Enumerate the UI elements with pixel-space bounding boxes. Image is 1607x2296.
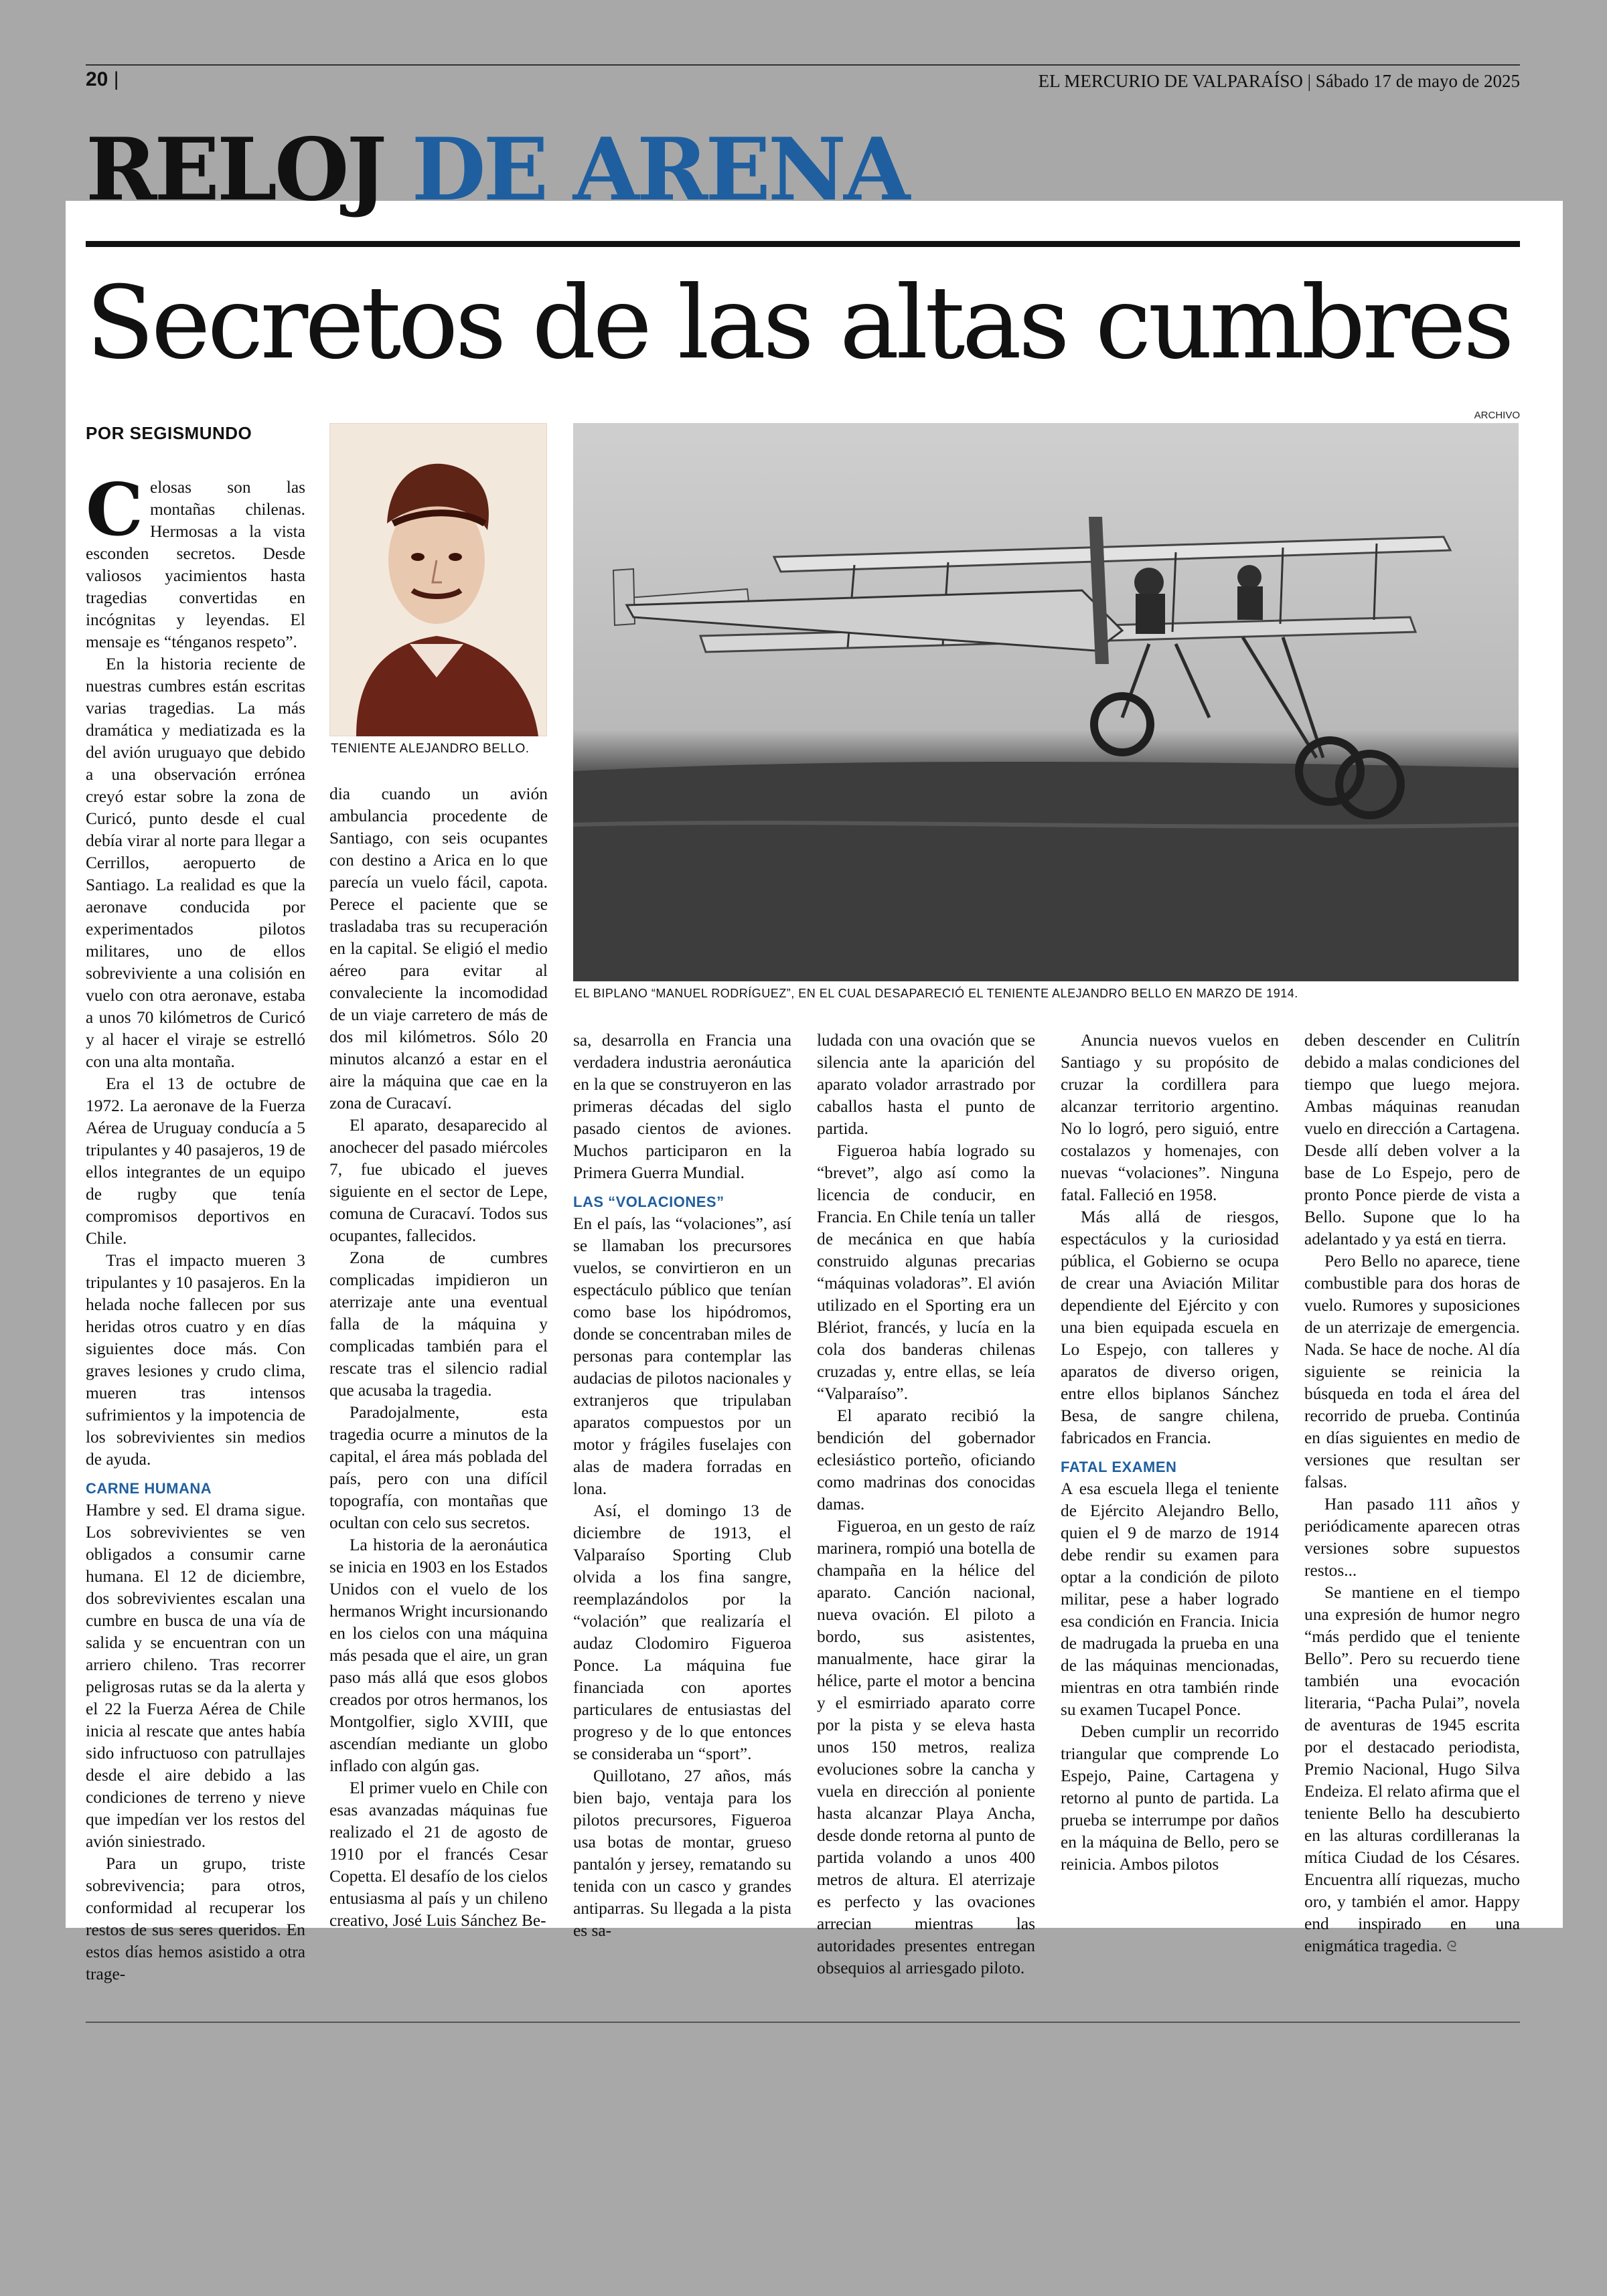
article-paragraph: sa, desarrolla en Francia una verdadera industria aeronáutica en la que se construyeron en las primeras décadas del siglo pasado cientos de aviones. Muchos participaron en la Primera Guerra Mundial. — [573, 1031, 791, 1182]
article-paragraph: Hambre y sed. El drama sigue. Los sobrevivientes se ven obligados a consumir carne humana. El 12 de diciembre, dos sobrevivientes escalan una cumbre en busca de una vía de salida y se encuentran con un arriero chileno. Tras recorrer peligrosas rutas se da la alerta y el 22 la Fuerza Aérea de Chile inicia al rescate que antes había sido infructuoso con patrullajes desde el aire debido a las condiciones de terreno y nieve que impedían ver los restos del avión siniestrado. — [86, 1501, 305, 1851]
subheading-carne-humana: CARNE HUMANA — [86, 1480, 212, 1497]
article-paragraph: Han pasado 111 años y periódicamente aparecen otras versiones sobre supuestos restos... — [1304, 1495, 1520, 1580]
publication-info: EL MERCURIO DE VALPARAÍSO | Sábado 17 de mayo de 2025 — [1038, 71, 1520, 91]
article-paragraph: A esa escuela llega el teniente de Ejército Alejandro Bello, quien el 9 de marzo de 1914 debe rendir su examen para optar a la condición de piloto militar, pese a haber logrado esa condición en Francia. Inicia de madrugada la prueba en una de las máquinas mencionadas, mientras en otra también rinde su examen Tucapel Ponce. — [1061, 1479, 1279, 1719]
article-paragraph: Celosas son las montañas chilenas. Hermosas a la vista esconden secretos. Desde valiosos yacimientos hasta tragedias convertidas en incógnitas y leyendas. El mensaje es “ténganos respeto”. — [86, 468, 305, 651]
article-paragraph: En el país, las “volaciones”, así se llamaban los precursores vuelos, se convirtieron en un espectáculo público que tenían como base los hipódromos, donde se concentraban miles de personas para contemplar las audacias de pilotos nacionales y extranjeros que tripulaban aparatos compuestos por un motor y frágiles fuselajes con alas de madera forradas en lona. — [573, 1214, 791, 1498]
article-column-3 — [573, 1030, 791, 1942]
photo-caption: EL BIPLANO “MANUEL RODRÍGUEZ”, EN EL CUAL DESAPARECIÓ EL TENIENTE ALEJANDRO BELLO EN MARZO DE 1914. — [575, 987, 1298, 1000]
subheading-fatal-examen: FATAL EXAMEN — [1061, 1459, 1177, 1475]
article-paragraph: El aparato, desaparecido al anochecer del pasado miércoles 7, fue ubicado el jueves siguiente en el sector de Lepe, comuna de Curacaví. Todos sus ocupantes, fallecidos. — [329, 1116, 548, 1245]
article-paragraph: La historia de la aeronáutica se inicia en 1903 en los Estados Unidos con el vuelo de los hermanos Wright incursionando en los cielos con una máquina más pesada que el aire, un gran paso más allá que esos globos creados por otros hermanos, los Montgolfier, siglo XVIII, que ascendían mediante un globo inflado con algún gas. — [329, 1536, 548, 1775]
portrait-image — [329, 423, 547, 736]
article-paragraph: Pero Bello no aparece, tiene combustible para dos horas de vuelo. Rumores y suposiciones de un aterrizaje de emergencia. Nada. Se hace de noche. Al día siguiente se reinicia la búsqueda en toda el área del recorrido de prueba. Continúa en días siguientes en medio de versiones que resultan ser falsas. — [1304, 1252, 1520, 1491]
article-paragraph: Así, el domingo 13 de diciembre de 1913, el Valparaíso Sporting Club olvida a los fina sangre, reemplazándolos por la “volación” que realizaría el audaz Clodomiro Figueroa Ponce. La máquina fue financiada con aportes particulares de entusiastas del progreso y de lo que entonces se consideraba un “sport”. — [573, 1501, 791, 1763]
subheading-volaciones: LAS “VOLACIONES” — [573, 1194, 724, 1210]
article-paragraph: Zona de cumbres complicadas impidieron un aterrizaje ante una eventual falla de la máquina y complicadas también para el rescate tras el silencio radial que acusaba la tragedia. — [329, 1248, 548, 1400]
article-column-2 — [329, 783, 548, 1932]
article-paragraph: Paradojalmente, esta tragedia ocurre a minutos de la capital, el área más poblada del país, pero con una difícil topografía, con montañas que ocultan con celo sus secretos. — [329, 1403, 548, 1532]
article-paragraph: El primer vuelo en Chile con esas avanzadas máquinas fue realizado el 21 de agosto de 1910 por el francés Cesar Copetta. El desafío de los cielos entusiasma al país y un chileno creativo, José Luis Sánchez Be- — [329, 1779, 548, 1930]
portrait-caption: TENIENTE ALEJANDRO BELLO. — [331, 742, 530, 756]
article-paragraph: deben descender en Culitrín debido a malas condiciones del tiempo que luego mejora. Ambas máquinas reanudan vuelo en dirección a Cartagena. Desde allí deben volver a la base de Lo Espejo, pero de pronto Ponce pierde de vista a Bello. Supone que lo ha adelantado y ya está en tierra. — [1304, 1031, 1520, 1248]
article-paragraph: Era el 13 de octubre de 1972. La aeronave de la Fuerza Aérea de Uruguay conducía a 5 tripulantes y 40 pasajeros, 19 de ellos integrantes de un equipo de rugby que tenía compromisos deportivos en Chile. — [86, 1074, 305, 1248]
section-masthead — [86, 120, 908, 220]
photo-credit: ARCHIVO — [1474, 410, 1520, 421]
article-column-4 — [817, 1030, 1035, 1979]
top-rule — [86, 64, 1520, 66]
article-paragraph: Figueroa había logrado su “brevet”, algo así como la licencia de conducir, en Francia. En Chile tenía un taller de mecánica en que había construido algunas precarias “máquinas voladoras”. El avión utilizado en el Sporting era un Blériot, francés, y lucía en la cola dos banderas chilenas cruzadas y, entre ellas, se leía “Valparaíso”. — [817, 1141, 1035, 1403]
article-paragraph: dia cuando un avión ambulancia procedente de Santiago, con seis ocupantes con destino a Arica en lo que parecía un vuelo fácil, capota. Perece el paciente que se trasladaba tras su recuperación en la capital. Se eligió el medio aéreo para evitar al convaleciente la incomodidad de un viaje carretero de más de dos mil kilómetros. Sólo 20 minutos alcanzó a estar en el aire la máquina que cae en la zona de Curacaví. — [329, 785, 548, 1113]
article-headline: Secretos de las altas cumbres — [86, 265, 1511, 382]
article-paragraph: Anuncia nuevos vuelos en Santiago y su propósito de cruzar la cordillera para alcanzar territorio argentino. No lo logró, pero siguió, entre costalazos y homenajes, con nuevas “volaciones”. Ninguna fatal. Falleció en 1958. — [1061, 1031, 1279, 1204]
article-paragraph: Quillotano, 27 años, más bien bajo, ventaja para los pilotos precursores, Figueroa usa botas de montar, grueso pantalón y jersey, rematando su tenida con un casco y grandes antiparras. Su llegada a la pista es sa- — [573, 1767, 791, 1940]
end-mark-icon: ᘓ — [1446, 1939, 1457, 1955]
biplane-photo — [573, 423, 1519, 981]
article-paragraph: El aparato recibió la bendición del gobernador eclesiástico porteño, oficiando como madrinas dos conocidas damas. — [817, 1406, 1035, 1513]
article-paragraph: ludada con una ovación que se silencia ante la aparición del aparato volador arrastrado por caballos hasta el punto de partida. — [817, 1031, 1035, 1138]
article-column-5 — [1061, 1030, 1279, 1876]
bottom-rule — [86, 2022, 1520, 2023]
page-number: 20 | — [86, 68, 119, 90]
article-paragraph: Tras el impacto mueren 3 tripulantes y 10 pasajeros. En la helada noche fallecen por sus heridas otros cuatro y en días siguientes doce más. Con graves lesiones y crudo clima, mueren tras intensos sufrimientos y la impotencia de los sobrevivientes sin medios de ayuda. — [86, 1251, 305, 1469]
article-paragraph: Se mantiene en el tiempo una expresión de humor negro “más perdido que el teniente Bello”. Pero su recuerdo tiene también una evocación literaria, “Pacha Pulai”, novela de aventuras de 1945 escrita por el destacado periodista, Premio Nacional, Hugo Silva Endeiza. El relato afirma que el teniente Bello ha descubierto en las alturas cordilleranas la mítica Ciudad de los Césares. Encuentra allí riquezas, mucho oro, y también el amor. Happy end inspirado en una enigmática tragedia. ᘓ — [1304, 1583, 1520, 1955]
masthead-rule — [86, 241, 1520, 247]
article-paragraph: Figueroa, en un gesto de raíz marinera, rompió una botella de champaña en la hélice del aparato. Canción nacional, nueva ovación. El piloto a bordo, sus asistentes, manualmente, hace girar la hélice, parte el motor a bencina y el esmirriado aparato corre por la pista y se eleva hasta unos 150 metros, realiza evoluciones sobre la cancha y vuela en dirección al poniente hasta alcanzar Playa Ancha, desde donde retorna al punto de partida volando a unos 400 metros de altura. El aterrizaje es perfecto y las ovaciones arrecian mientras las autoridades presentes entregan obsequios al arriesgado piloto. — [817, 1517, 1035, 1977]
article-column-1 — [86, 468, 305, 1985]
article-paragraph: En la historia reciente de nuestras cumbres están escritas varias tragedias. La más dramática y mediatizada es la del avión uruguayo que debido a una observación errónea creyó estar sobre la zona de Curicó, punto desde el cual debía virar al norte para llegar a Cerrillos, aeropuerto de Santiago. La realidad es que la aeronave conducida por experimentados pilotos militares, uno de ellos sobreviviente a una colisión en vuelo con otra aeronave, estaba a unos 70 kilómetros de Curicó y al hacer el viraje se estrelló con una alta montaña. — [86, 655, 305, 1071]
masthead-word-de-arena: DE ARENA — [411, 120, 908, 220]
drop-cap: C — [86, 468, 143, 552]
article-paragraph: Más allá de riesgos, espectáculos y la curiosidad pública, el Gobierno se ocupa de crear una Aviación Militar dependiente del Ejército y con una bien equipada escuela en Lo Espejo, con talleres y aparatos de diverso origen, entre ellos biplanos Sánchez Besa, de sangre chilena, fabricados en Francia. — [1061, 1208, 1279, 1447]
article-column-6 — [1304, 1030, 1520, 1958]
article-paragraph: Para un grupo, triste sobrevivencia; para otros, conformidad al recuperar los restos de sus seres queridos. En estos días hemos asistido a otra trage- — [86, 1854, 305, 1983]
byline: POR SEGISMUNDO — [86, 423, 252, 443]
masthead-word-reloj: RELOJ — [86, 120, 384, 220]
article-paragraph: Deben cumplir un recorrido triangular que comprende Lo Espejo, Paine, Cartagena y retorno al punto de partida. La prueba se interrumpe por daños en la máquina de Bello, pero se reinicia. Ambos pilotos — [1061, 1722, 1279, 1874]
